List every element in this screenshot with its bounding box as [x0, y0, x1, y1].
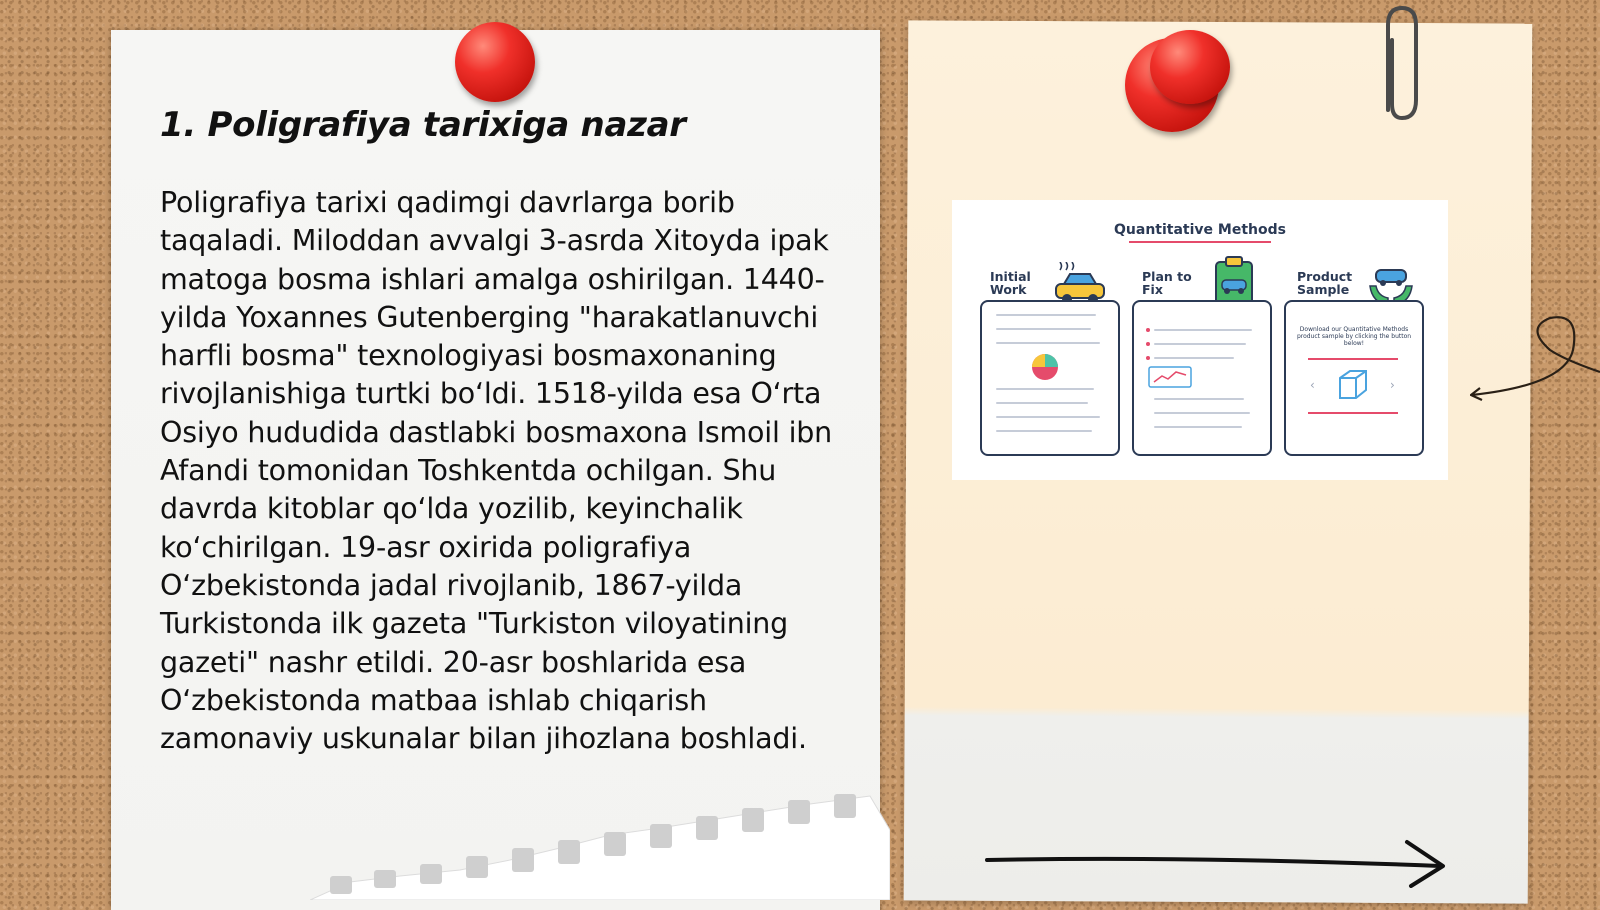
- page-title: 1. Poligrafiya tarixiga nazar: [160, 105, 686, 145]
- body-text: Poligrafiya tarixi qadimgi davrlarga borib taqaladi. Miloddan avvalgi 3-asrda Xitoyda ipak matoga bosma ishlari amalga oshirilgan. 1440-yilda Yoxannes Gutenberging "harakatlanuvchi harfli bosma" texnologiyasi bosmaxonaning rivojlanishiga turtki boʻldi. 1518-yilda esa Oʻrta Osiyo hududida dastlabki bosmaxona Ismoil ibn Afandi tomonidan Toshkentda ochilgan. Shu davrda kitoblar qoʻlda yozilib, keyinchalik koʻchirilgan. 19-asr oxirida poligrafiya Oʻzbekistonda jadal rivojlanib, 1867-yilda Turkistonda ilk gazeta "Turkiston viloyatining gazeti" nashr etildi. 20-asr boshlarida esa Oʻzbekistonda matbaa ishlab chiqarish zamonaviy uskunalar bilan jihozlana boshladi.: [160, 186, 833, 756]
- infographic-title: Quantitative Methods: [1114, 222, 1286, 238]
- infographic-image: [952, 200, 1448, 480]
- arrow-right-icon: [985, 838, 1450, 888]
- pushpin-icon: [455, 22, 535, 102]
- chart-icon: [1148, 366, 1192, 388]
- chevron-right-icon: ›: [1390, 378, 1395, 392]
- column-label-product-sample: Product Sample: [1297, 269, 1353, 297]
- pushpin-icon: [1150, 30, 1230, 104]
- card-initial-work: [980, 300, 1120, 456]
- column-label-plan-to-fix: Plan to Fix: [1142, 269, 1192, 297]
- card-product-sample: [1284, 300, 1424, 456]
- pie-icon: [1030, 352, 1060, 382]
- card-plan-to-fix: [1132, 300, 1272, 456]
- column-label-initial-work: Initial Work: [990, 269, 1031, 297]
- title-underline: [1129, 241, 1271, 243]
- torn-paper-edge: [310, 790, 890, 900]
- cube-icon: [1336, 368, 1370, 402]
- chevron-left-icon: ‹: [1310, 378, 1315, 392]
- paperclip-icon: [1370, 0, 1430, 130]
- squiggle-arrow-icon: [1470, 310, 1600, 410]
- sample-note: Download our Quantitative Methods product sample by clicking the button below!: [1296, 326, 1412, 347]
